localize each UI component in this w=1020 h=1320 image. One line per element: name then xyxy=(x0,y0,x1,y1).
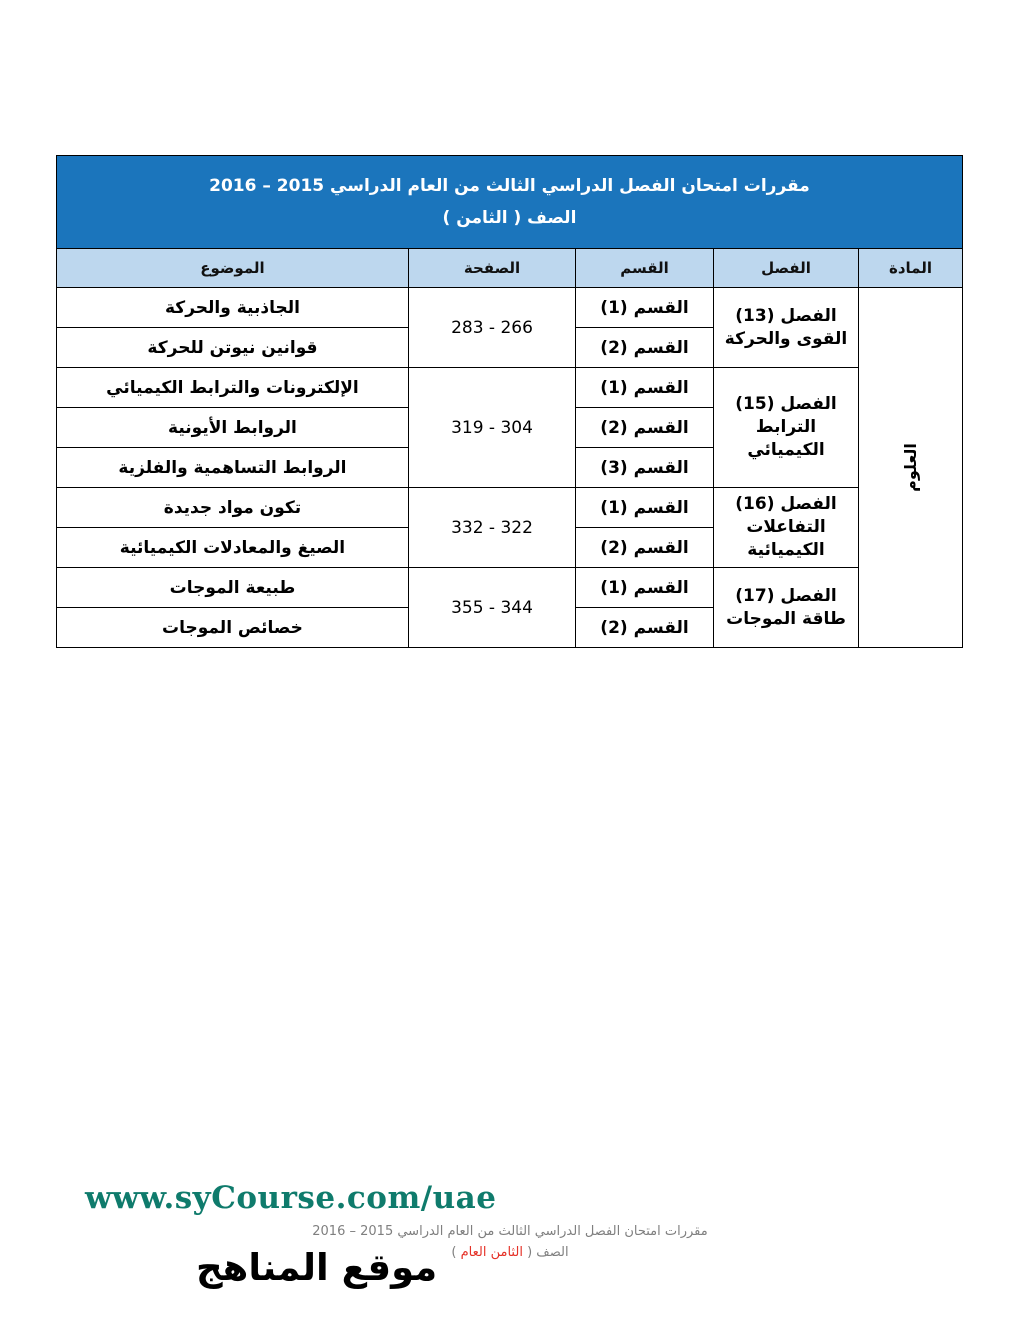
footer-title-line: مقررات امتحان الفصل الدراسي الثالث من العام الدراسي 2015 – 2016 xyxy=(312,1224,708,1239)
table-title xyxy=(56,156,962,249)
table-row xyxy=(56,568,962,608)
chapter-title: القوى والحركة xyxy=(724,328,848,349)
section-cell: القسم (3) xyxy=(576,448,714,488)
topic-cell: الإلكترونات والترابط الكيميائي xyxy=(56,368,408,408)
section-cell: القسم (1) xyxy=(576,288,714,328)
table-row xyxy=(56,368,962,408)
subject-label: العلوم xyxy=(901,442,920,492)
chapter-number: الفصل (15) xyxy=(735,394,837,415)
topic-cell: الروابط التساهمية والفلزية xyxy=(56,448,408,488)
page-range: 355 - 344 xyxy=(451,597,533,618)
page-cell xyxy=(409,568,576,648)
chapter-cell xyxy=(714,488,859,568)
chapter-title: الترابط الكيميائي xyxy=(747,417,825,460)
chapter-number: الفصل (16) xyxy=(735,494,837,515)
section-cell: القسم (1) xyxy=(576,568,714,608)
topic-cell: الروابط الأيونية xyxy=(56,408,408,448)
column-header-row xyxy=(56,249,962,288)
section-cell: القسم (2) xyxy=(576,608,714,648)
title-row xyxy=(56,156,962,249)
page-cell xyxy=(409,288,576,368)
page-range: 283 - 266 xyxy=(451,317,533,338)
section-cell: القسم (2) xyxy=(576,528,714,568)
page-range: 319 - 304 xyxy=(451,417,533,438)
page-range: 332 - 322 xyxy=(451,517,533,538)
subject-cell xyxy=(859,288,963,648)
section-cell: القسم (2) xyxy=(576,328,714,368)
topic-cell: خصائص الموجات xyxy=(56,608,408,648)
footer-class-line xyxy=(0,1245,1020,1260)
table-row xyxy=(56,288,962,328)
table-row xyxy=(56,488,962,528)
page-cell xyxy=(409,368,576,488)
title-line-2: الصف ( الثامن ) xyxy=(442,208,577,228)
chapter-number: الفصل (13) xyxy=(735,305,837,326)
footer-class-suffix: ) xyxy=(451,1245,461,1260)
column-header-subject: المادة xyxy=(859,249,963,288)
footer-class-highlight: الثامن العام xyxy=(460,1245,523,1260)
website-watermark: www.syCourse.com/uae xyxy=(85,1180,497,1216)
chapter-number: الفصل (17) xyxy=(735,585,837,606)
topic-cell: قوانين نيوتن للحركة xyxy=(56,328,408,368)
column-header-topic: الموضوع xyxy=(56,249,408,288)
footer-class-prefix: الصف ( xyxy=(522,1245,569,1260)
topic-cell: الجاذبية والحركة xyxy=(56,288,408,328)
section-cell: القسم (1) xyxy=(576,368,714,408)
page-cell xyxy=(409,488,576,568)
column-header-page: الصفحة xyxy=(409,249,576,288)
site-logo-text: موقع المناهج xyxy=(196,1246,438,1289)
chapter-cell xyxy=(714,568,859,648)
curriculum-table xyxy=(56,155,963,648)
chapter-cell xyxy=(714,368,859,488)
section-cell: القسم (1) xyxy=(576,488,714,528)
topic-cell: طبيعة الموجات xyxy=(56,568,408,608)
column-header-section: القسم xyxy=(576,249,714,288)
title-line-1: مقررات امتحان الفصل الدراسي الثالث من العام الدراسي 2015 – 2016 xyxy=(209,175,810,196)
chapter-title: التفاعلات الكيميائية xyxy=(746,517,826,560)
chapter-cell xyxy=(714,288,859,368)
topic-cell: تكون مواد جديدة xyxy=(56,488,408,528)
section-cell: القسم (2) xyxy=(576,408,714,448)
topic-cell: الصيغ والمعادلات الكيميائية xyxy=(56,528,408,568)
chapter-title: طاقة الموجات xyxy=(726,608,846,629)
column-header-chapter: الفصل xyxy=(714,249,859,288)
